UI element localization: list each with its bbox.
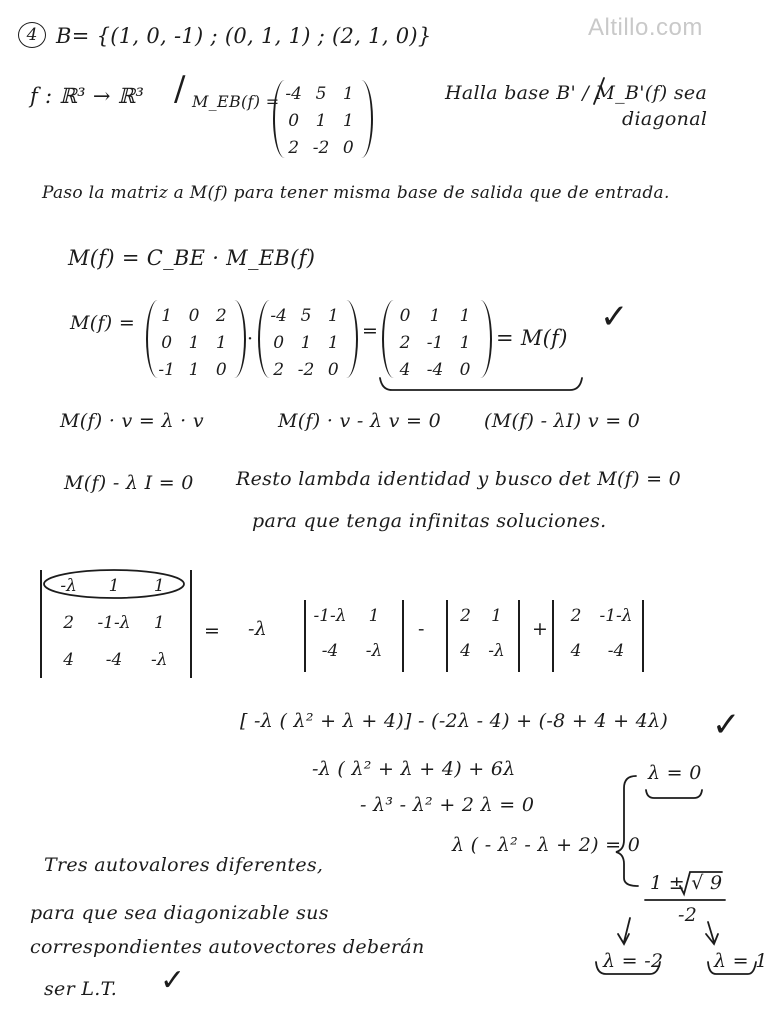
mf-result-label: = M(f) [496, 326, 568, 350]
explain-line-1: Resto lambda identidad y busco det M(f) = 0 [236, 468, 682, 490]
conclusion-line-2: para que sea diagonizable sus [30, 902, 329, 924]
meb2-cell: 1 [300, 333, 312, 353]
cbe-cell: -1 [158, 360, 175, 380]
mf-cell: 0 [399, 306, 411, 326]
minor1-cell: 1 [368, 606, 380, 626]
det-cell: 1 [108, 576, 120, 596]
expand-line-1: [ -λ ( λ² + λ + 4)] - (-2λ - 4) + (-8 + 4 + 4λ) [240, 710, 669, 732]
meb-cell: 1 [342, 84, 354, 104]
goal-text-line1: Halla base B' / M_B'(f) sea [445, 82, 708, 104]
root2-underline [596, 962, 660, 974]
meb2-cell: 1 [327, 333, 339, 353]
problem-number: 4 [18, 22, 46, 48]
arrow-root2 [618, 918, 630, 944]
eigen-equation-3: (M(f) - λI) v = 0 [484, 410, 641, 432]
minor1-coef: -λ [248, 618, 268, 640]
first-row-ellipse [44, 570, 184, 598]
cbe-cell: 0 [161, 333, 173, 353]
det-equals: = [204, 620, 221, 642]
cbe-cell: 0 [215, 360, 227, 380]
eigen-equation-2: M(f) · v - λ v = 0 [278, 410, 441, 432]
quadratic-denominator: -2 [678, 904, 698, 926]
mf-cell: 1 [459, 306, 471, 326]
roots-brace [616, 776, 638, 886]
mult-label: M(f) = [70, 312, 136, 334]
goal-slash [594, 78, 604, 104]
cbe-cell: 1 [188, 333, 200, 353]
mf-cell: 1 [429, 306, 441, 326]
det-cell: 4 [63, 650, 75, 670]
meb-cell: 1 [315, 111, 327, 131]
meb2-cell: -2 [297, 360, 315, 380]
minor3-cell: -1-λ [599, 606, 633, 626]
map-definition: f : ℝ³ → ℝ³ [30, 84, 145, 108]
minor2-cell: -λ [488, 641, 505, 661]
check-mark-1: ✓ [600, 297, 629, 337]
mf-cell: -1 [426, 333, 444, 353]
root-1: λ = 0 [648, 762, 702, 784]
step1-text: Paso la matriz a M(f) para tener misma base de salida que de entrada. [42, 183, 670, 203]
mf-cell: 4 [399, 360, 411, 380]
cbe-cell: 1 [188, 360, 200, 380]
expand-line-4: λ ( - λ² - λ + 2) = 0 [452, 834, 641, 856]
cbe-cell: 0 [188, 306, 200, 326]
conclusion-line-3: correspondientes autovectores deberán [30, 936, 425, 958]
conclusion-line-1: Tres autovalores diferentes, [44, 854, 324, 876]
meb-cell: -4 [285, 84, 302, 104]
minor3-cell: -4 [607, 641, 625, 661]
check-mark-3: ✓ [160, 963, 186, 998]
det-cell: 1 [153, 613, 165, 633]
arrow-root3 [706, 922, 718, 944]
conclusion-line-4: ser L.T. [44, 978, 118, 1000]
mf-cell: 2 [399, 333, 411, 353]
det-cell: -1-λ [97, 613, 131, 633]
minor3-cell: 2 [570, 606, 582, 626]
slash-separator: / [174, 69, 186, 109]
watermark: Altillo.com [588, 14, 703, 41]
root-3: λ = 1 [714, 950, 768, 972]
meb-cell: 2 [288, 138, 300, 158]
expand-line-2: -λ ( λ² + λ + 4) + 6λ [312, 758, 516, 780]
mf-cell: -4 [426, 360, 444, 380]
minor2-cell: 1 [491, 606, 502, 626]
meb2-cell: 1 [327, 306, 339, 326]
result-underbrace [380, 378, 582, 390]
sqrt-sign [680, 872, 722, 894]
eigen-equation-1: M(f) · v = λ · v [60, 410, 204, 432]
root3-underline [708, 962, 756, 974]
explain-line-2: para que tenga infinitas soluciones. [252, 510, 607, 532]
basis-definition: B= {(1, 0, -1) ; (0, 1, 1) ; (2, 1, 0)} [56, 24, 432, 48]
minor2-cell: 4 [460, 641, 471, 661]
meb-cell: 0 [288, 111, 300, 131]
det-cell: -λ [151, 650, 168, 670]
meb-cell: 5 [315, 84, 327, 104]
det-cell: 2 [63, 613, 75, 633]
meb2-cell: 0 [327, 360, 339, 380]
root-2: λ = -2 [603, 950, 664, 972]
eigen-equation-4: M(f) - λ I = 0 [64, 472, 194, 494]
mf-cell: 0 [459, 360, 471, 380]
meb2-cell: 0 [273, 333, 285, 353]
det-cell: -λ [60, 576, 77, 596]
cbe-cell: 1 [215, 333, 227, 353]
meb2-cell: 2 [273, 360, 285, 380]
minor3-cell: 4 [570, 641, 582, 661]
meb2-cell: 5 [300, 306, 312, 326]
meb-cell: 1 [342, 111, 354, 131]
minor3-sign: + [532, 618, 549, 640]
minor2-sign: - [418, 618, 425, 640]
det-cell: -4 [105, 650, 123, 670]
dot-operator: · [247, 328, 254, 350]
minor2-cell: 2 [460, 606, 471, 626]
equals-sign: = [362, 320, 379, 342]
change-of-basis-formula: M(f) = C_BE · M_EB(f) [68, 246, 316, 270]
cbe-cell: 2 [215, 306, 227, 326]
minor1-cell: -1-λ [313, 606, 347, 626]
det-cell: 1 [153, 576, 165, 596]
root1-underline [646, 790, 702, 798]
cbe-cell: 1 [161, 306, 173, 326]
mf-cell: 1 [459, 333, 471, 353]
minor1-cell: -λ [365, 641, 383, 661]
meb-cell: 0 [342, 138, 354, 158]
minor1-cell: -4 [321, 641, 339, 661]
quadratic-numerator: 1 ± √ 9 [650, 872, 723, 894]
goal-text-line2: diagonal [622, 108, 708, 130]
meb-cell: -2 [312, 138, 330, 158]
check-mark-2: ✓ [712, 705, 741, 745]
meb2-cell: -4 [270, 306, 287, 326]
meb-label: M_EB(f) = [192, 92, 280, 111]
expand-line-3: - λ³ - λ² + 2 λ = 0 [360, 794, 535, 816]
